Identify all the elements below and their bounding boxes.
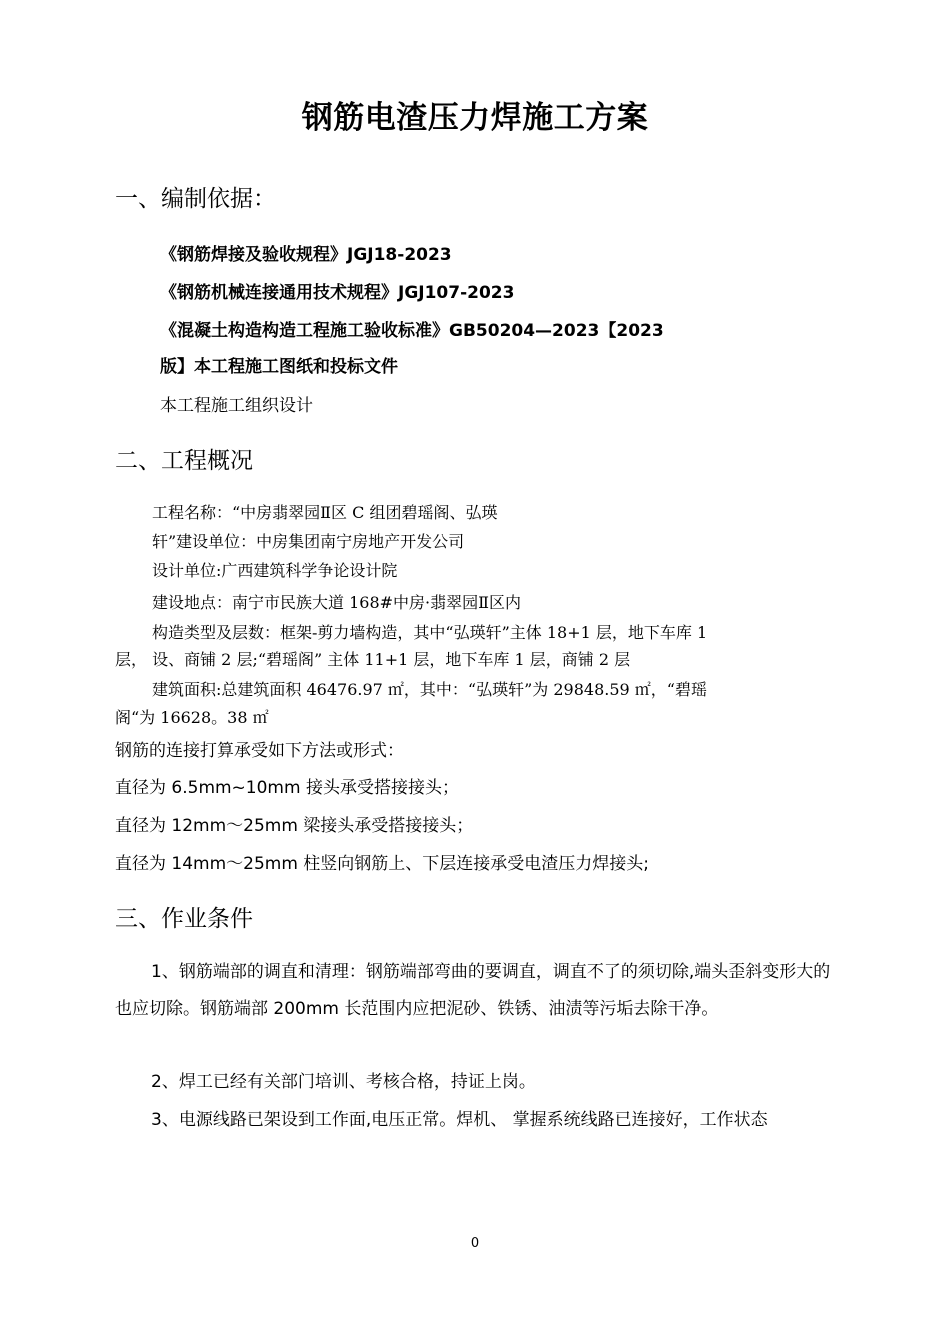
conditions-paragraph: 2、焊工已经有关部门培训、考核合格，持证上岗。 xyxy=(151,1072,536,1092)
reference-item: 《钢筋机械连接通用技术规程》JGJ107-2023 xyxy=(160,283,515,303)
overview-line: 工程名称：“中房翡翠园Ⅱ区 C 组团碧瑶阁、弘瑛 xyxy=(152,503,498,522)
overview-line: 轩”建设单位：中房集团南宁房地产开发公司 xyxy=(152,532,465,551)
conditions-paragraph: 1、钢筋端部的调直和清理：钢筋端部弯曲的要调直，调直不了的须切除,端头歪斜变形大的也应切除。钢筋端部 200mm 长范围内应把泥砂、铁锈、油渍等污垢去除干净。 xyxy=(115,962,831,1019)
reference-item: 《钢筋焊接及验收规程》JGJ18-2023 xyxy=(160,245,452,265)
section-heading-basis: 一、编制依据： xyxy=(115,186,276,212)
overview-line: 阁“为 16628。38 ㎡ xyxy=(115,708,269,727)
section-heading-conditions: 三、作业条件 xyxy=(115,906,253,932)
overview-line: 构造类型及层数：框架-剪力墙构造，其中“弘瑛轩”主体 18+1 层，地下车库 1 xyxy=(152,623,708,642)
reference-item: 版】本工程施工图纸和投标文件 xyxy=(160,357,398,377)
connection-line: 直径为 14mm～25mm 柱竖向钢筋上、下层连接承受电渣压力焊接头; xyxy=(115,854,650,874)
overview-line: 层， 设、商铺 2 层;“碧瑶阁” 主体 11+1 层，地下车库 1 层，商铺 2 层 xyxy=(115,650,631,669)
document-title: 钢筋电渣压力焊施工方案 xyxy=(301,100,649,136)
overview-line: 建筑面积:总建筑面积 46476.97 ㎡，其中：“弘瑛轩”为 29848.59 ㎡，“碧瑶 xyxy=(152,680,707,699)
connection-line: 钢筋的连接打算承受如下方法或形式： xyxy=(115,741,404,761)
reference-item-plain: 本工程施工组织设计 xyxy=(160,396,313,416)
reference-item: 《混凝土构造构造工程施工验收标准》GB50204—2023【2023 xyxy=(160,321,664,341)
connection-line: 直径为 6.5mm~10mm 接头承受搭接接头； xyxy=(115,778,459,798)
connection-line: 直径为 12mm～25mm 梁接头承受搭接接头； xyxy=(115,816,474,836)
overview-line: 设计单位:广西建筑科学争论设计院 xyxy=(152,561,398,580)
conditions-paragraph: 3、电源线路已架设到工作面,电压正常。焊机、 掌握系统线路已连接好，工作状态 xyxy=(151,1110,768,1130)
section-heading-overview: 二、工程概况 xyxy=(115,448,253,474)
overview-line: 建设地点：南宁市民族大道 168#中房·翡翠园Ⅱ区内 xyxy=(152,593,521,612)
page-number: 0 xyxy=(470,1236,480,1251)
